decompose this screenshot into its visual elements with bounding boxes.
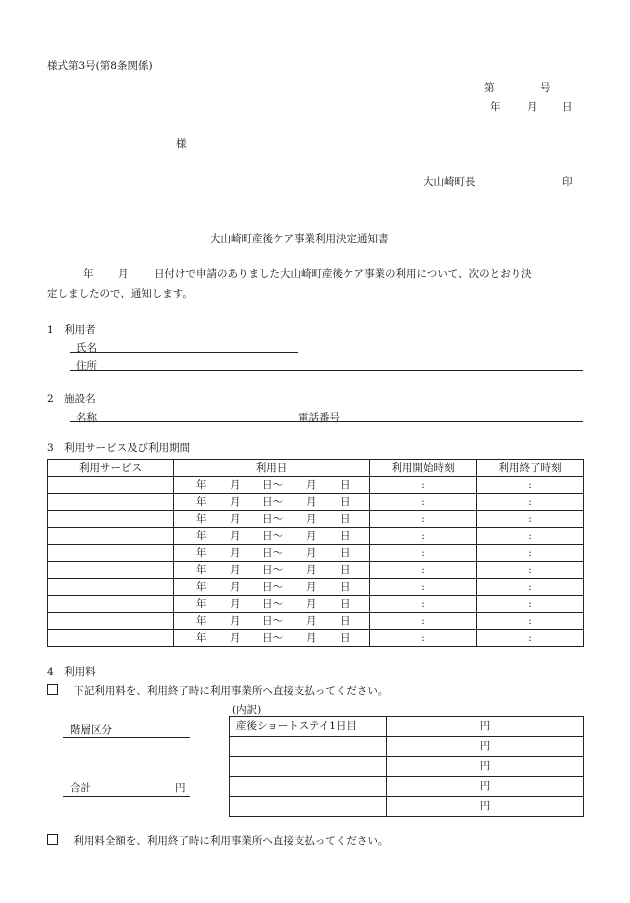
date-to-day: 日 [340,615,351,627]
table-row [48,528,584,545]
date-from-day: 日～ [262,513,283,525]
service-cell[interactable] [48,545,174,562]
end-time-cell[interactable]: : [477,494,584,511]
date-month: 月 [230,513,241,525]
address-underline [70,370,583,371]
table-row [48,579,584,596]
date-to-day: 日 [340,564,351,576]
date-year: 年 [196,496,207,508]
total-label: 合計 [70,782,91,794]
service-cell[interactable] [48,613,174,630]
col-service: 利用サービス [48,460,174,477]
date-month-to: 月 [306,513,317,525]
table-row [48,596,584,613]
seal-mark: 印 [562,176,573,188]
date-to-day: 日 [340,547,351,559]
date-month: 月 [230,530,241,542]
date-month-to: 月 [306,496,317,508]
option2-row [47,833,388,848]
table-row [48,613,584,630]
date-to-day: 日 [340,479,351,491]
date-month: 月 [230,547,241,559]
fee-item-cell[interactable] [230,737,387,757]
date-month-to: 月 [306,547,317,559]
date-month: 月 [230,615,241,627]
option2-checkbox[interactable] [47,834,58,845]
date-day: 日 [562,101,573,113]
date-from-day: 日～ [262,564,283,576]
date-month-to: 月 [306,615,317,627]
fee-breakdown-table [229,716,584,817]
date-cell[interactable] [174,613,370,630]
fee-amount-cell[interactable]: 円 [387,797,584,817]
fee-item-cell[interactable] [230,777,387,797]
fee-row [230,797,584,817]
date-year: 年 [196,547,207,559]
body-year: 年 [83,268,94,280]
table-row [48,511,584,528]
option1-row [47,683,388,698]
service-cell[interactable] [48,494,174,511]
date-from-day: 日～ [262,632,283,644]
option2-text: 利用料全額を、利用終了時に利用事業所へ直接支払ってください。 [73,835,389,847]
date-cell[interactable] [174,630,370,647]
date-month-to: 月 [306,479,317,491]
service-cell[interactable] [48,511,174,528]
date-year: 年 [196,513,207,525]
date-from-day: 日～ [262,615,283,627]
date-year: 年 [196,632,207,644]
service-cell[interactable] [48,579,174,596]
date-month-to: 月 [306,581,317,593]
date-to-day: 日 [340,632,351,644]
fee-row [230,717,584,737]
service-cell[interactable] [48,477,174,494]
end-time-cell[interactable]: : [477,545,584,562]
date-to-day: 日 [340,496,351,508]
table-row [48,630,584,647]
service-cell[interactable] [48,630,174,647]
date-cell[interactable] [174,494,370,511]
table-row [48,545,584,562]
phone-label: 電話番号 [298,412,340,424]
fee-row [230,737,584,757]
date-from-day: 日～ [262,479,283,491]
date-month-to: 月 [306,598,317,610]
end-time-cell[interactable]: : [477,596,584,613]
service-period-table [47,459,584,647]
document-title: 大山崎町産後ケア事業利用決定通知書 [210,233,389,245]
body-month: 月 [118,268,129,280]
table-row [48,562,584,579]
total-underline [63,796,190,797]
fee-amount-cell[interactable]: 円 [387,777,584,797]
date-month: 月 [527,101,538,113]
doc-number-go: 号 [540,82,551,94]
form-number: 様式第3号(第8条関係) [47,60,153,72]
fee-item-cell[interactable] [230,757,387,777]
date-to-day: 日 [340,530,351,542]
date-from-day: 日～ [262,530,283,542]
date-cell[interactable] [174,477,370,494]
option1-text: 下記利用料を、利用終了時に利用事業所へ直接支払ってください。 [73,685,389,697]
fee-row [230,777,584,797]
start-time-cell[interactable]: : [370,528,477,545]
date-cell[interactable] [174,511,370,528]
date-from-day: 日～ [262,581,283,593]
date-from-day: 日～ [262,547,283,559]
date-year: 年 [196,479,207,491]
fee-item-cell[interactable] [230,797,387,817]
end-time-cell[interactable]: : [477,630,584,647]
breakdown-label: (内訳) [232,704,262,716]
table-header-row [48,460,584,477]
date-cell[interactable] [174,562,370,579]
facility-underline [70,421,583,422]
date-month: 月 [230,581,241,593]
date-cell[interactable] [174,596,370,613]
col-end-time: 利用終了時刻 [477,460,584,477]
date-to-day: 日 [340,598,351,610]
date-to-day: 日 [340,513,351,525]
date-from-day: 日～ [262,496,283,508]
table-row [48,494,584,511]
col-date: 利用日 [174,460,370,477]
facility-label: 名称 [76,412,97,424]
date-month: 月 [230,632,241,644]
section2-heading: 2 施設名 [47,393,96,405]
service-cell[interactable] [48,562,174,579]
date-cell[interactable] [174,545,370,562]
name-underline [70,352,298,353]
end-time-cell[interactable]: : [477,613,584,630]
section1-heading: 1 利用者 [47,324,96,336]
fee-amount-cell[interactable]: 円 [387,757,584,777]
date-cell[interactable] [174,579,370,596]
doc-number-dai: 第 [484,82,495,94]
date-from-day: 日～ [262,598,283,610]
service-cell[interactable] [48,528,174,545]
start-time-cell[interactable]: : [370,596,477,613]
date-year: 年 [490,101,501,113]
name-label: 氏名 [76,342,97,354]
end-time-cell[interactable]: : [477,528,584,545]
date-year: 年 [196,530,207,542]
fee-amount-cell[interactable]: 円 [387,737,584,757]
date-month: 月 [230,564,241,576]
start-time-cell[interactable]: : [370,511,477,528]
date-month: 月 [230,479,241,491]
start-time-cell[interactable]: : [370,477,477,494]
date-month-to: 月 [306,632,317,644]
fee-row [230,757,584,777]
start-time-cell[interactable]: : [370,630,477,647]
end-time-cell[interactable]: : [477,579,584,596]
date-year: 年 [196,615,207,627]
address-label: 住所 [76,360,97,372]
date-year: 年 [196,581,207,593]
col-start-time: 利用開始時刻 [370,460,477,477]
start-time-cell[interactable]: : [370,494,477,511]
start-time-cell[interactable]: : [370,579,477,596]
section4-heading: 4 利用料 [47,666,96,678]
addressee-sama: 様 [176,138,187,150]
date-month: 月 [230,598,241,610]
date-month-to: 月 [306,564,317,576]
fee-item-cell[interactable]: 産後ショートステイ1日目 [230,717,387,737]
date-month: 月 [230,496,241,508]
body-text-line1: 日付けで申請のありました大山崎町産後ケア事業の利用について、次のとおり決 [154,268,532,280]
fee-amount-cell[interactable]: 円 [387,717,584,737]
total-yen: 円 [175,782,186,794]
body-text-line2: 定しましたので、通知します。 [47,288,193,300]
date-year: 年 [196,564,207,576]
option1-checkbox[interactable] [47,684,58,695]
issuer-name: 大山崎町長 [423,176,476,188]
date-month-to: 月 [306,530,317,542]
section3-heading: 3 利用サービス及び利用期間 [47,442,191,454]
date-to-day: 日 [340,581,351,593]
date-cell[interactable] [174,528,370,545]
start-time-cell[interactable]: : [370,613,477,630]
tier-underline [63,737,190,738]
start-time-cell[interactable]: : [370,562,477,579]
table-row [48,477,584,494]
start-time-cell[interactable]: : [370,545,477,562]
end-time-cell[interactable]: : [477,511,584,528]
end-time-cell[interactable]: : [477,477,584,494]
end-time-cell[interactable]: : [477,562,584,579]
tier-label: 階層区分 [70,724,112,736]
date-year: 年 [196,598,207,610]
service-cell[interactable] [48,596,174,613]
